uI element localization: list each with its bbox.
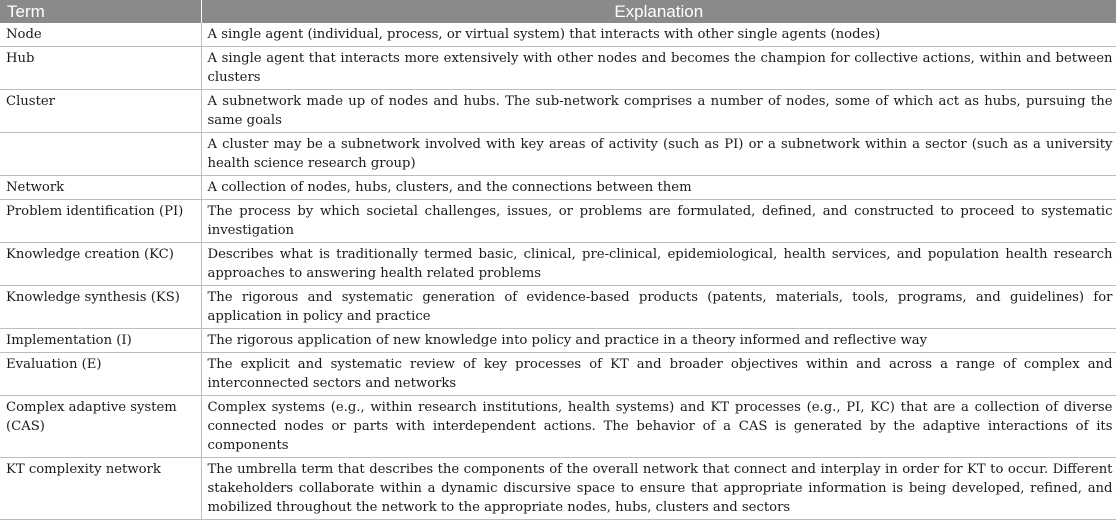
term-cell: Knowledge creation (KC) [0, 243, 201, 286]
term-cell: KT complexity network [0, 458, 201, 520]
explanation-cell: The process by which societal challenges, issues, or problems are formulated, defined, and constructed to proceed to systematic investigation [201, 200, 1116, 243]
table-body [0, 23, 1116, 520]
term-cell: Complex adaptive system (CAS) [0, 396, 201, 458]
table-row [0, 200, 1116, 243]
explanation-cell: The rigorous application of new knowledge into policy and practice in a theory informed and reflective way [201, 329, 1116, 353]
term-cell: Hub [0, 47, 201, 90]
explanation-cell: Describes what is traditionally termed basic, clinical, pre-clinical, epidemiological, health services, and population health research approaches to answering health related problems [201, 243, 1116, 286]
explanation-cell: Complex systems (e.g., within research institutions, health systems) and KT processes (e.g., PI, KC) that are a collection of diverse connected nodes or parts with interdependent actions. The behavior of a CAS is generated by the adaptive interactions of its components [201, 396, 1116, 458]
header-row [0, 0, 1116, 23]
explanation-cell: The explicit and systematic review of key processes of KT and broader objectives within and across a range of complex and interconnected sectors and networks [201, 353, 1116, 396]
explanation-cell: A subnetwork made up of nodes and hubs. The sub-network comprises a number of nodes, some of which act as hubs, pursuing the same goals [201, 90, 1116, 133]
term-cell: Cluster [0, 90, 201, 133]
term-cell: Network [0, 176, 201, 200]
term-cell: Evaluation (E) [0, 353, 201, 396]
term-cell: Knowledge synthesis (KS) [0, 286, 201, 329]
explanation-cell: A single agent that interacts more extensively with other nodes and becomes the champion for collective actions, within and between clusters [201, 47, 1116, 90]
explanation-cell: The umbrella term that describes the components of the overall network that connect and interplay in order for KT to occur. Different stakeholders collaborate within a dynamic discursive space to ensure that appropriate information is being developed, refined, and mobilized throughout the network to the appropriate nodes, hubs, clusters and sectors [201, 458, 1116, 520]
table-row [0, 176, 1116, 200]
table-row [0, 23, 1116, 47]
table-row [0, 286, 1116, 329]
header-explanation: Explanation [201, 0, 1116, 23]
explanation-cell: A single agent (individual, process, or virtual system) that interacts with other single agents (nodes) [201, 23, 1116, 47]
table-row [0, 47, 1116, 90]
table-header [0, 0, 1116, 23]
explanation-cell: A cluster may be a subnetwork involved with key areas of activity (such as PI) or a subnetwork within a sector (such as a university health science research group) [201, 133, 1116, 176]
explanation-cell: A collection of nodes, hubs, clusters, and the connections between them [201, 176, 1116, 200]
table-row [0, 133, 1116, 176]
term-cell [0, 133, 201, 176]
table-row [0, 353, 1116, 396]
table-row [0, 458, 1116, 520]
header-term: Term [0, 0, 201, 23]
table-row [0, 396, 1116, 458]
table-row [0, 90, 1116, 133]
term-cell: Problem identification (PI) [0, 200, 201, 243]
term-cell: Implementation (I) [0, 329, 201, 353]
term-cell: Node [0, 23, 201, 47]
explanation-cell: The rigorous and systematic generation of evidence-based products (patents, materials, tools, programs, and guidelines) for application in policy and practice [201, 286, 1116, 329]
table-row [0, 329, 1116, 353]
table-row [0, 243, 1116, 286]
